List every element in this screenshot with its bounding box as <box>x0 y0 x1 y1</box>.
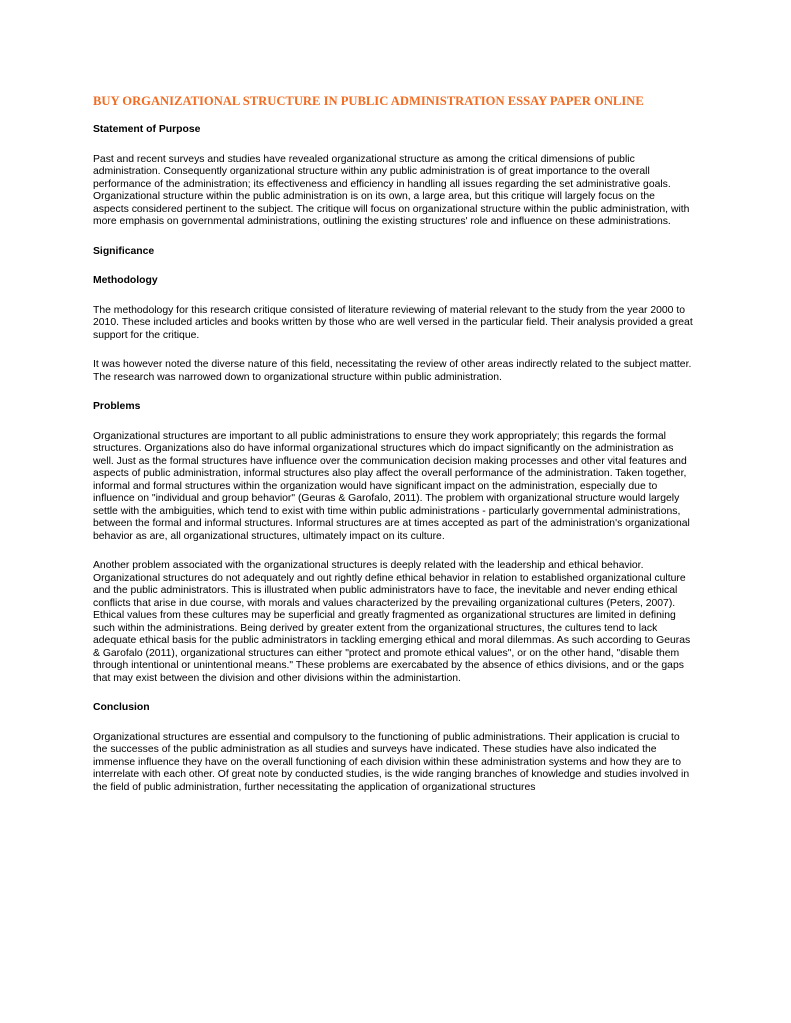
paragraph: Organizational structures are important to all public administrations to ensure they work appropriately; this regards the formal structures. Organizations also do have informal organizational structures which do impact significantly on the administration as well. Just as the formal structures have influence over the communication decision making processes and other vital features and aspects of public administration, informal structures also play affect the overall performance of the administration. Taken together, informal and formal structures within the organization would have significant impact on the administration, especially due to influence on "individual and group behavior" (Geuras & Garofalo, 2011). The problem with organizational structure would largely settle with the ambiguities, which tend to exist with time within public administrations - particularly governmental administrations, between the formal and informal structures. Informal structures are at times accepted as part of the administration's organizational behavior as are, all organizational structures, ultimately impact on its culture. <box>93 430 690 542</box>
paragraph: Organizational structures are essential and compulsory to the functioning of public administrations. Their application is crucial to the successes of the public administration as all studies and surveys have indicated. These studies have also indicated the immense influence they have on the overall functioning of each division within these administration systems and how they are to interrelate with each other. Of great note by conducted studies, is the wide ranging branches of knowledge and studies involved in the field of public administration, further necessitating the application of organizational structures <box>93 731 690 793</box>
paragraph: Past and recent surveys and studies have revealed organizational structure as among the critical dimensions of public administration. Consequently organizational structure within any public administration is of great importance to the overall performance of the administration; its effectiveness and efficiency in handling all issues regarding the set administrative goals. Organizational structure within the public administration is on its own, a large area, but this critique will largely focus on the aspects considered pertinent to the subject. The critique will focus on organizational structure within the public administration, with more emphasis on governmental administrations, outlining the existing structures' role and influence on these administrations. <box>93 153 690 227</box>
section-heading: Statement of Purpose <box>93 124 201 135</box>
section-problems <box>93 401 693 685</box>
section-significance <box>93 246 693 259</box>
paragraph: Another problem associated with the organizational structures is deeply related with the leadership and ethical behavior. Organizational structures do not adequately and out rightly define ethical behavior in relation to established organizational culture and the public administrators. This is illustrated when public administrators have to face, the inevitable and never ending ethical conflicts that arise in due course, with morals and values characterized by the prevailing organizational cultures (Peters, 2007). Ethical values from these cultures may be superficial and greatly fragmented as organizational structures are limited in defining such within the administrations. Being derived by greater extent from the organizational structures, the cultures tend to lack adequate ethical basis for the public administrators in tackling emerging ethical and moral dilemmas. As such according to Geuras & Garofalo (2011), organizational structures can either "protect and promote ethical values", or on the other hand, "disable them through intentional or unintentional means." These problems are exercabated by the absence of ethics divisions, and or the gaps that may exist between the division and other divisions within the administartion. <box>93 560 691 684</box>
section-heading: Problems <box>93 401 141 412</box>
section-statement-of-purpose <box>93 124 693 229</box>
section-heading: Significance <box>93 245 155 257</box>
paragraph: It was however noted the diverse nature of this field, necessitating the review of other areas indirectly related to the subject matter. The research was narrowed down to organizational structure within public administration. <box>93 359 692 383</box>
section-conclusion <box>93 702 693 794</box>
document-page <box>93 94 693 811</box>
section-heading: Conclusion <box>93 702 150 713</box>
section-methodology <box>93 275 693 384</box>
paragraph: The methodology for this research critique consisted of literature reviewing of material relevant to the study from the year 2000 to 2010. These included articles and books written by those who are well versed in the particular field. Their analysis provided a great support for the critique. <box>93 304 693 341</box>
document-title: BUY ORGANIZATIONAL STRUCTURE IN PUBLIC ADMINISTRATION ESSAY PAPER ONLINE <box>93 94 644 108</box>
section-heading: Methodology <box>93 275 158 286</box>
